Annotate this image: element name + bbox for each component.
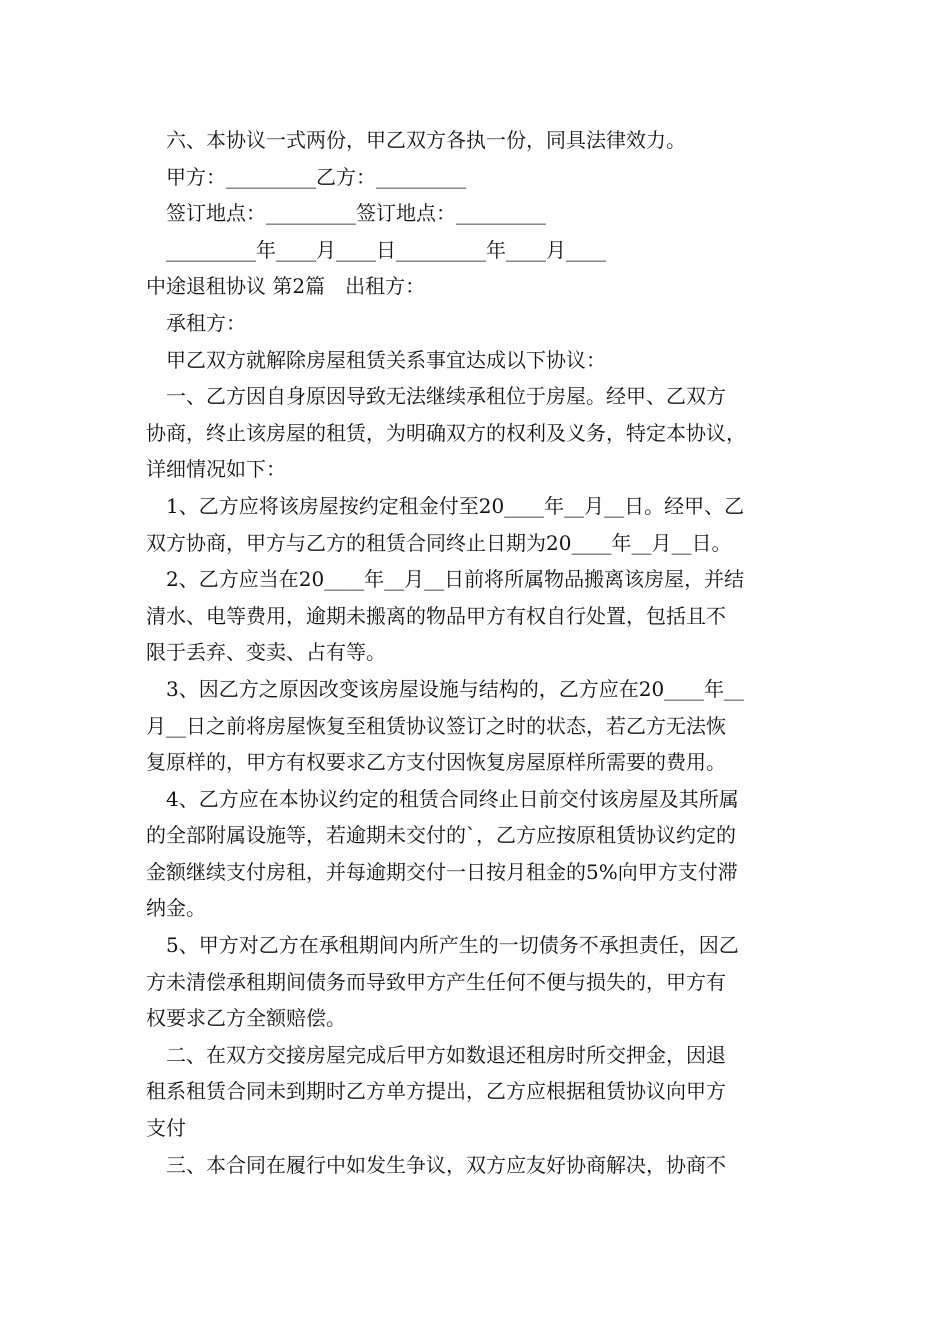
text-line: 纳金。 (146, 896, 206, 921)
text-line: 4、乙方应在本协议约定的租赁合同终止日前交付该房屋及其所属 (146, 786, 739, 811)
text-line: _________年____月____日_________年____月____ (146, 237, 606, 262)
text-line: 限于丢弃、变卖、占有等。 (146, 640, 386, 665)
text-line: 详细情况如下： (146, 457, 286, 482)
text-line: 六、本协议一式两份，甲乙双方各执一份，同具法律效力。 (146, 128, 686, 152)
text-line: 清水、电等费用，逾期未搬离的物品甲方有权自行处置，包括且不 (146, 603, 726, 628)
text-line: 支付 (146, 1116, 186, 1141)
text-line: 2、乙方应当在20____年__月__日前将所属物品搬离该房屋，并结 (146, 567, 745, 592)
text-line: 方未清偿承租期间债务而导致甲方产生任何不便与损失的，甲方有 (146, 969, 726, 994)
text-line: 甲乙双方就解除房屋租赁关系事宜达成以下协议： (146, 347, 606, 372)
text-line: 3、因乙方之原因改变该房屋设施与结构的，乙方应在20____年__ (146, 676, 745, 701)
text-line: 签订地点：_________签订地点：_________ (146, 201, 546, 226)
text-line: 月__日之前将房屋恢复至租赁协议签订之时的状态，若乙方无法恢 (146, 713, 726, 738)
section-heading: 中途退租协议 第2篇 出租方： (146, 274, 426, 299)
text-line: 5、甲方对乙方在承租期间内所产生的一切债务不承担责任，因乙 (146, 933, 739, 958)
text-line: 金额继续支付房租，并每逾期交付一日按月租金的5%向甲方支付滞 (146, 859, 738, 884)
text-line: 权要求乙方全额赔偿。 (146, 1006, 346, 1031)
text-line: 三、本合同在履行中如发生争议，双方应友好协商解决，协商不 (146, 1152, 726, 1177)
text-line: 双方协商，甲方与乙方的租赁合同终止日期为20____年__月__日。 (146, 530, 732, 555)
document-body (146, 122, 814, 1183)
text-line: 承租方： (146, 310, 246, 335)
text-line: 复原样的，甲方有权要求乙方支付因恢复房屋原样所需要的费用。 (146, 750, 726, 775)
text-line: 一、乙方因自身原因导致无法继续承租位于房屋。经甲、乙双方 (146, 384, 726, 409)
text-line: 甲方：_________乙方：_________ (146, 164, 466, 189)
text-line: 协商，终止该房屋的租赁，为明确双方的权利及义务，特定本协议， (146, 420, 746, 445)
text-line: 租系租赁合同未到期时乙方单方提出，乙方应根据租赁协议向甲方 (146, 1079, 726, 1104)
text-line: 1、乙方应将该房屋按约定租金付至20____年__月__日。经甲、乙 (146, 493, 745, 518)
text-line: 的全部附属设施等，若逾期未交付的`，乙方应按原租赁协议约定的 (146, 823, 736, 848)
text-line: 二、在双方交接房屋完成后甲方如数退还租房时所交押金，因退 (146, 1042, 726, 1067)
